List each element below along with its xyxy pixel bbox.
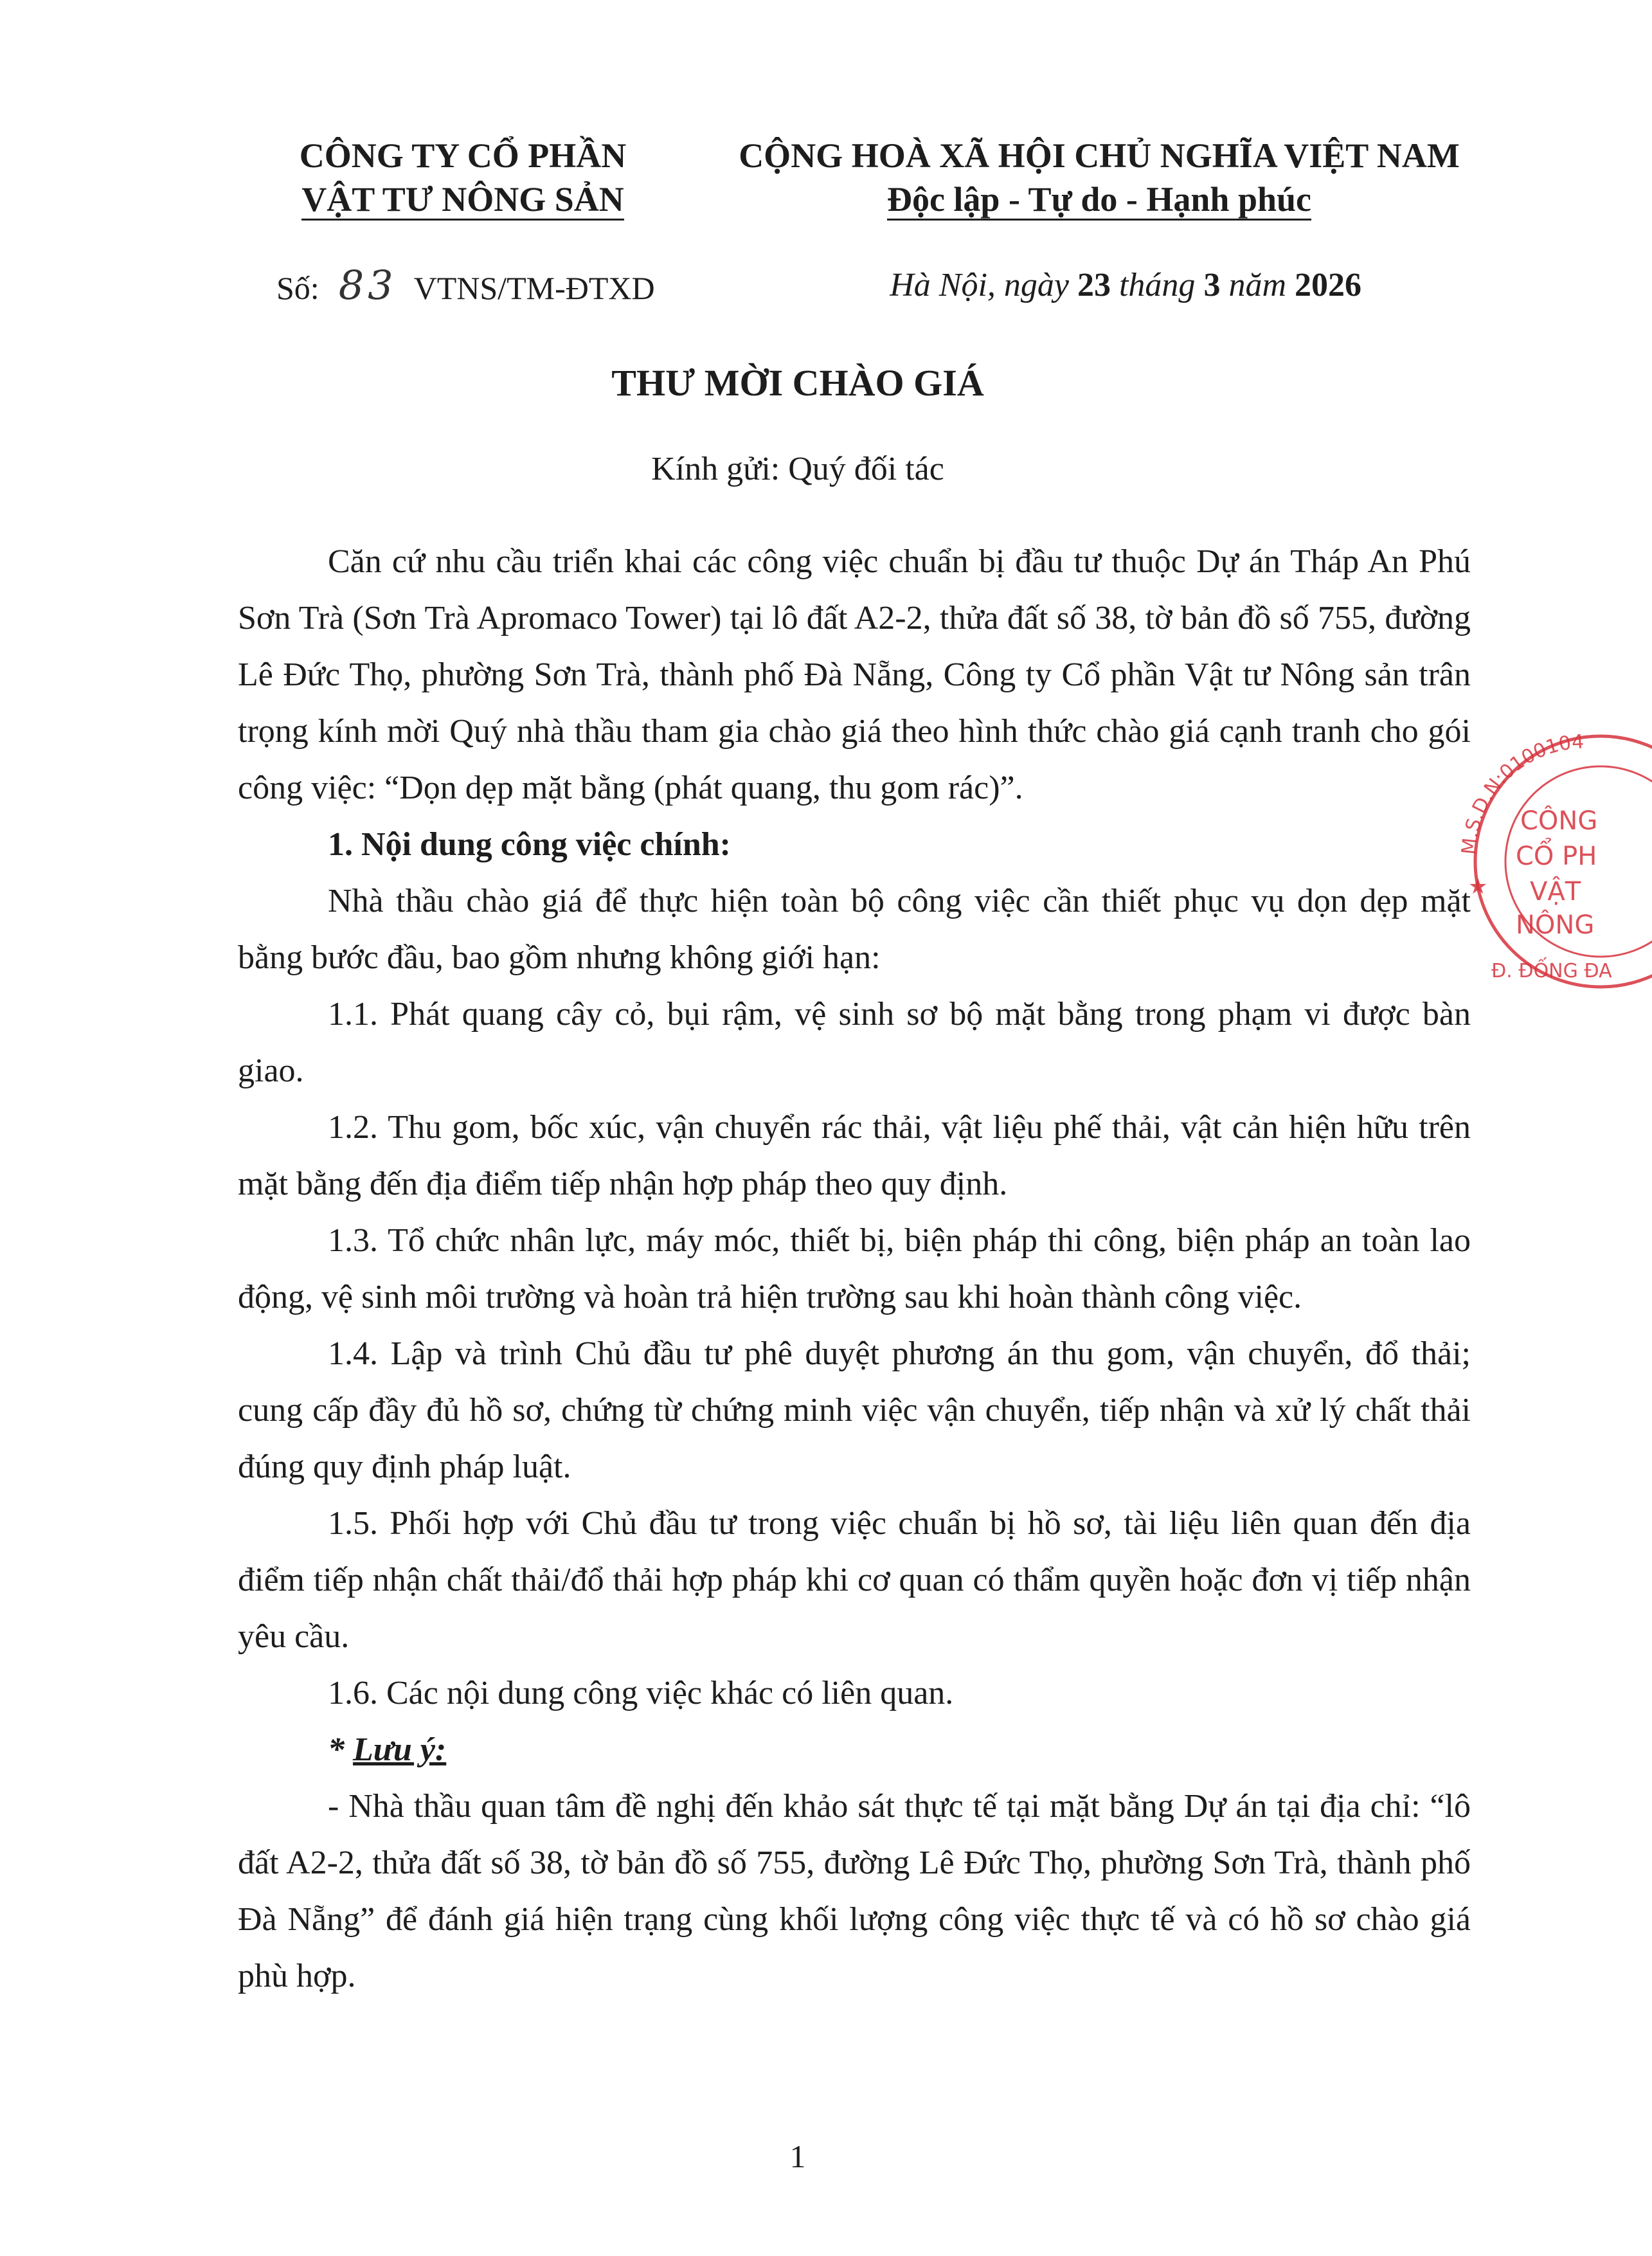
note-heading [238, 1722, 1471, 1778]
date-year: 2026 [1295, 267, 1361, 303]
document-number [276, 262, 655, 309]
section-heading: 1. Nội dung công việc chính: [328, 826, 731, 863]
national-title: CỘNG HOÀ XÃ HỘI CHỦ NGHĨA VIỆT NAM [739, 136, 1460, 175]
list-item: 1.3. Tổ chức nhân lực, máy móc, thiết bị, biện pháp thi công, biện pháp an toàn lao động, vệ sinh môi trường và hoàn trả hiện trường sau khi hoàn thành công việc. [238, 1222, 1471, 1315]
number-suffix: VTNS/TM-ĐTXD [413, 270, 655, 306]
greeting: Kính gửi: Quý đối tác [651, 451, 944, 487]
section-lead: Nhà thầu chào giá để thực hiện toàn bộ công việc cần thiết phục vụ dọn dẹp mặt bằng bước đầu, bao gồm nhưng không giới hạn: [238, 883, 1471, 976]
date-day: 23 [1077, 267, 1111, 303]
org-name-line2: VẬT TƯ NÔNG SẢN [301, 180, 624, 221]
seal-line-2: CỔ PH [1516, 842, 1597, 871]
note-label: Lưu ý: [353, 1731, 447, 1768]
handwritten-number: 83 [338, 262, 397, 309]
org-name-line1: CÔNG TY CỔ PHẦN [299, 136, 627, 175]
document-body [238, 534, 1471, 2005]
list-item: 1.4. Lập và trình Chủ đầu tư phê duyệt phương án thu gom, vận chuyển, đổ thải; cung cấp đầy đủ hồ sơ, chứng từ chứng minh việc vận chuyển, tiếp nhận và xử lý chất thải đúng quy định pháp luật. [238, 1335, 1471, 1485]
place-date-prefix: Hà Nội, ngày [890, 267, 1069, 303]
list-item: 1.2. Thu gom, bốc xúc, vận chuyển rác thải, vật liệu phế thải, vật cản hiện hữu trên mặt bằng đến địa điểm tiếp nhận hợp pháp theo quy định. [238, 1109, 1471, 1202]
note-paragraph: - Nhà thầu quan tâm đề nghị đến khảo sát thực tế tại mặt bằng Dự án tại địa chỉ: “lô đất A2-2, thửa đất số 38, tờ bản đồ số 755, đường Lê Đức Thọ, phường Sơn Trà, thành phố Đà Nẵng” để đánh giá hiện trạng cùng khối lượng công việc thực tế và có hồ sơ chào giá phù hợp. [238, 1788, 1471, 1994]
seal-line-1: CÔNG [1520, 806, 1598, 836]
page-number: 1 [789, 2138, 806, 2174]
svg-text:M.S.D.N:0100104 [1458, 733, 1585, 856]
note-prefix: * [328, 1731, 353, 1768]
intro-paragraph: Căn cứ nhu cầu triển khai các công việc chuẩn bị đầu tư thuộc Dự án Tháp An Phú Sơn Trà (Sơn Trà Apromaco Tower) tại lô đất A2-2, thửa đất số 38, tờ bản đồ số 755, đường Lê Đức Thọ, phường Sơn Trà, thành phố Đà Nẵng, Công ty Cổ phần Vật tư Nông sản trân trọng kính mời Quý nhà thầu tham gia chào giá theo hình thức chào giá cạnh tranh cho gói công việc: “Dọn dẹp mặt bằng (phát quang, thu gom rác)”. [238, 543, 1471, 806]
national-motto: Độc lập - Tự do - Hạnh phúc [887, 180, 1311, 221]
company-seal [1440, 733, 1652, 1003]
seal-star-icon: ★ [1468, 875, 1488, 899]
list-item: 1.5. Phối hợp với Chủ đầu tư trong việc chuẩn bị hồ sơ, tài liệu liên quan đến địa điểm tiếp nhận chất thải/đổ thải hợp pháp khi cơ quan có thẩm quyền hoặc đơn vị tiếp nhận yêu cầu. [238, 1505, 1471, 1655]
month-label: tháng [1118, 267, 1196, 303]
number-label: Số: [276, 270, 319, 306]
organization-header [270, 134, 656, 221]
seal-line-4: NÔNG [1516, 910, 1595, 940]
date-month: 3 [1203, 267, 1221, 303]
seal-ring-text: M.S.D.N:0100104 [1457, 733, 1585, 856]
place-date [890, 265, 1361, 306]
seal-bottom-text: Đ. ĐỐNG ĐA [1491, 960, 1612, 982]
list-item: 1.1. Phát quang cây cỏ, bụi rậm, vệ sinh sơ bộ mặt bằng trong phạm vi được bàn giao. [238, 996, 1471, 1089]
national-header [681, 134, 1517, 221]
list-item: 1.6. Các nội dung công việc khác có liên quan. [328, 1675, 954, 1711]
year-label: năm [1228, 267, 1286, 303]
document-title: THƯ MỜI CHÀO GIÁ [611, 362, 984, 404]
seal-line-3: VẬT [1530, 877, 1581, 907]
